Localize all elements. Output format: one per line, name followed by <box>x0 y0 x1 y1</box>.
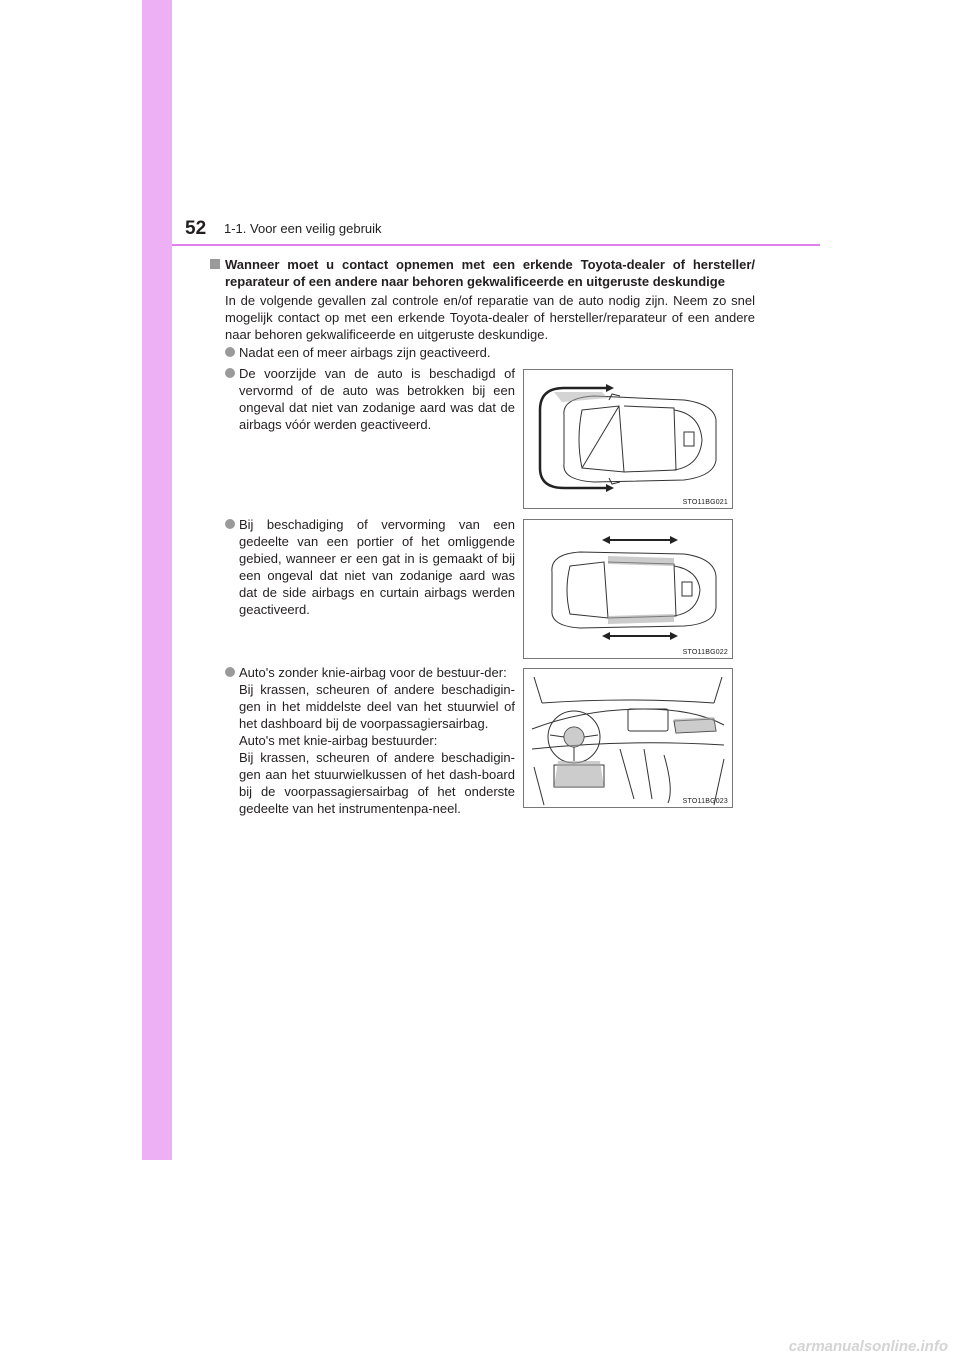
bullet-item <box>225 365 515 433</box>
bullet-item <box>225 344 755 361</box>
bullet-text: Nadat een of meer airbags zijn geactiveerd. <box>239 345 491 360</box>
figure-code: STO11BG021 <box>682 499 728 506</box>
figure-code: STO11BG022 <box>682 649 728 656</box>
dashboard-figure <box>523 668 733 808</box>
bullet-dot-icon <box>225 368 235 378</box>
bullet-text <box>225 664 515 817</box>
bullet-text: De voorzijde van de auto is beschadigd of vervormd of de auto was betrokken bij een ongeval dat niet van zodanige aard was dat de airbags vóór werden geactiveerd. <box>239 366 515 432</box>
section-heading <box>210 256 755 290</box>
bullet-line: Bij krassen, scheuren of andere beschadigin-gen in het middelste deel van het stuurwiel of het dashboard bij de voorpassagiersairbag. <box>239 682 515 731</box>
bullet-line: Auto's met knie-airbag bestuurder: <box>239 733 438 748</box>
section-title: Wanneer moet u contact opnemen met een erkende Toyota-dealer of hersteller/ reparateur of een andere naar behoren gekwalificeerde en uitgeruste deskundige <box>225 257 755 289</box>
page-number: 52 <box>185 218 207 239</box>
footer <box>0 1338 960 1358</box>
front-damage-figure <box>523 369 733 509</box>
square-bullet-icon <box>210 259 220 269</box>
bullet-dot-icon <box>225 347 235 357</box>
intro-paragraph: In de volgende gevallen zal controle en/of reparatie van de auto nodig zijn. Neem zo snel mogelijk contact op met een erkende Toyota-dealer of hersteller/reparateur of een andere naar behoren gekwalificeerde en uitgeruste deskundige. <box>225 293 755 342</box>
bullet-dot-icon <box>225 667 235 677</box>
bullet-text: Bij beschadiging of vervorming van een gedeelte van een portier of het omliggende gebied, wanneer er een gat in is gemaakt of bij een ongeval dat niet van zodanige aard was dat de side airbags en curtain airbags werden geactiveerd. <box>239 517 515 617</box>
figure-code: STO11BG023 <box>682 798 728 805</box>
bullet-dot-icon <box>225 519 235 529</box>
bullet-line: Auto's zonder knie-airbag voor de bestuur-der: <box>239 665 507 680</box>
footer-watermark: carmanualsonline.info <box>788 1338 948 1355</box>
car-side-damage-illustration <box>524 520 732 658</box>
bullet-item <box>225 664 515 817</box>
side-damage-figure <box>523 519 733 659</box>
bullet-item <box>225 516 515 618</box>
car-front-damage-illustration <box>524 370 732 508</box>
chapter-title: 1-1. Voor een veilig gebruik <box>224 221 382 236</box>
side-band <box>142 0 172 1160</box>
header-rule <box>172 244 820 246</box>
bullet-line: Bij krassen, scheuren of andere beschadigin-gen aan het stuurwielkussen of het dash-board bij de voorpassagiersairbag of het onderste gedeelte van het instrumentenpa-neel. <box>239 750 515 816</box>
dashboard-illustration <box>524 669 732 807</box>
